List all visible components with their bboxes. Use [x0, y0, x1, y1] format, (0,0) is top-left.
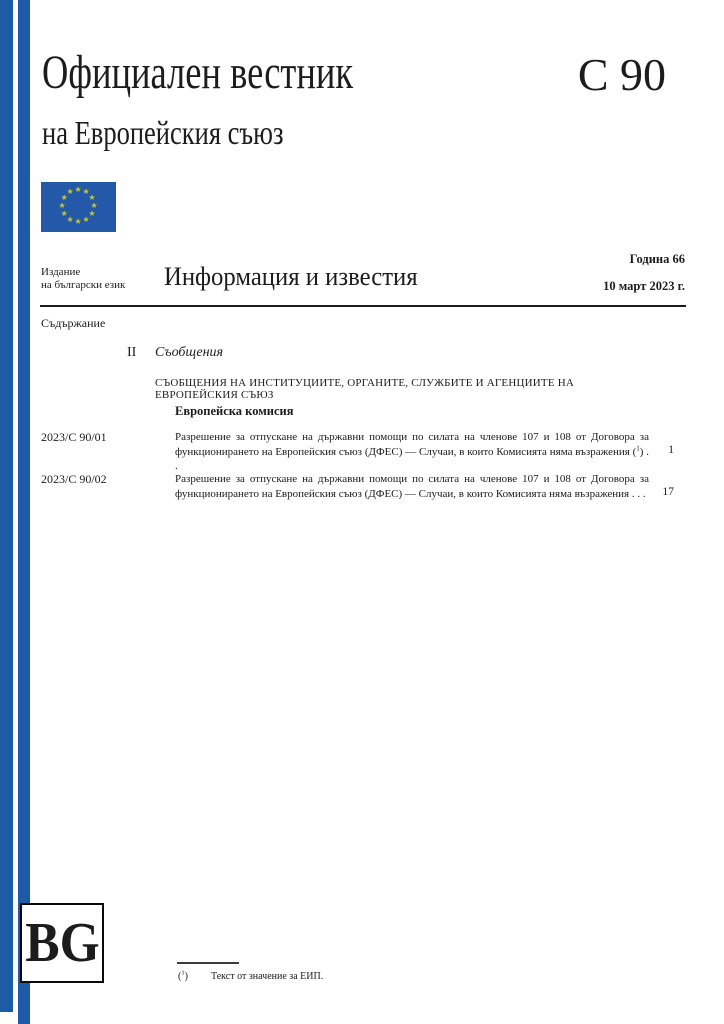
flag-star-icon: ★	[88, 193, 96, 202]
series-title: Информация и известия	[164, 262, 418, 291]
flag-star-icon: ★	[60, 193, 68, 202]
toc-entry-ref: 2023/C 90/01	[41, 430, 107, 444]
flag-star-icon: ★	[66, 214, 74, 224]
footnote-divider	[177, 962, 239, 964]
year-label: Година 66	[629, 252, 685, 266]
journal-title-line1: Официален вестник	[42, 46, 354, 99]
flag-star-icon: ★	[66, 187, 74, 197]
language-code-box	[20, 903, 104, 983]
left-blue-stripe-inner	[18, 0, 30, 1024]
flag-star-icon: ★	[82, 214, 90, 224]
toc-entry-dot-leader: . . .	[629, 487, 646, 500]
language-code: BG	[24, 912, 100, 974]
section-numeral: II	[127, 345, 137, 360]
footnote-marker-number: 1	[181, 969, 185, 977]
edition-label	[41, 266, 125, 292]
institution-heading: Европейска комисия	[175, 404, 294, 418]
toc-entry-text	[175, 430, 649, 474]
header-divider	[40, 305, 686, 307]
section-title: Съобщения	[155, 345, 224, 360]
flag-star-icon: ★	[90, 201, 98, 210]
journal-title-line2: на Европейския съюз	[42, 115, 284, 152]
toc-entry-text-body: Разрешение за отпускане на държавни помощи по силата на членове 107 и 108 от Договора за функционирането на Европейския съюз (ДФЕС) — Случаи, в които Комисията няма възражения	[175, 473, 649, 500]
footnote-text: Текст от значение за ЕИП.	[211, 971, 324, 982]
contents-label: Съдържание	[41, 316, 106, 330]
issue-date: 10 март 2023 г.	[603, 279, 685, 293]
edition-label-line2: на български език	[41, 279, 126, 291]
toc-entry-dot-leader: ) . .	[175, 445, 649, 472]
toc-entry-text-body: Разрешение за отпускане на държавни помощи по силата на членове 107 и 108 от Договора за функционирането на Европейския съюз (ДФЕС) — Случаи, в които Комисията няма възражения (	[175, 431, 649, 458]
toc-entry-page-number: 17	[662, 486, 674, 498]
issue-code: C 90	[577, 49, 666, 100]
footnote-ref-superscript: 1	[636, 443, 640, 452]
toc-entry-ref: 2023/C 90/02	[41, 472, 107, 486]
left-blue-stripe-outer	[0, 0, 13, 1012]
flag-star-icon: ★	[82, 187, 90, 197]
edition-label-line1: Издание	[41, 266, 81, 278]
toc-entry-page-number: 1	[668, 444, 674, 456]
toc-entry-text	[175, 472, 649, 501]
flag-star-icon: ★	[74, 185, 82, 194]
footnote-marker: ($^1$)	[178, 969, 188, 982]
flag-star-icon: ★	[60, 209, 68, 218]
subsection-title: СЪОБЩЕНИЯ НА ИНСТИТУЦИИТЕ, ОРГАНИТЕ, СЛУЖБИТЕ И АГЕНЦИИТЕ НА ЕВРОПЕЙСКИЯ СЪЮЗ	[155, 377, 574, 401]
flag-star-icon: ★	[58, 201, 66, 210]
eu-flag-icon	[41, 182, 116, 232]
flag-star-icon: ★	[88, 209, 96, 218]
flag-star-icon: ★	[74, 217, 82, 226]
